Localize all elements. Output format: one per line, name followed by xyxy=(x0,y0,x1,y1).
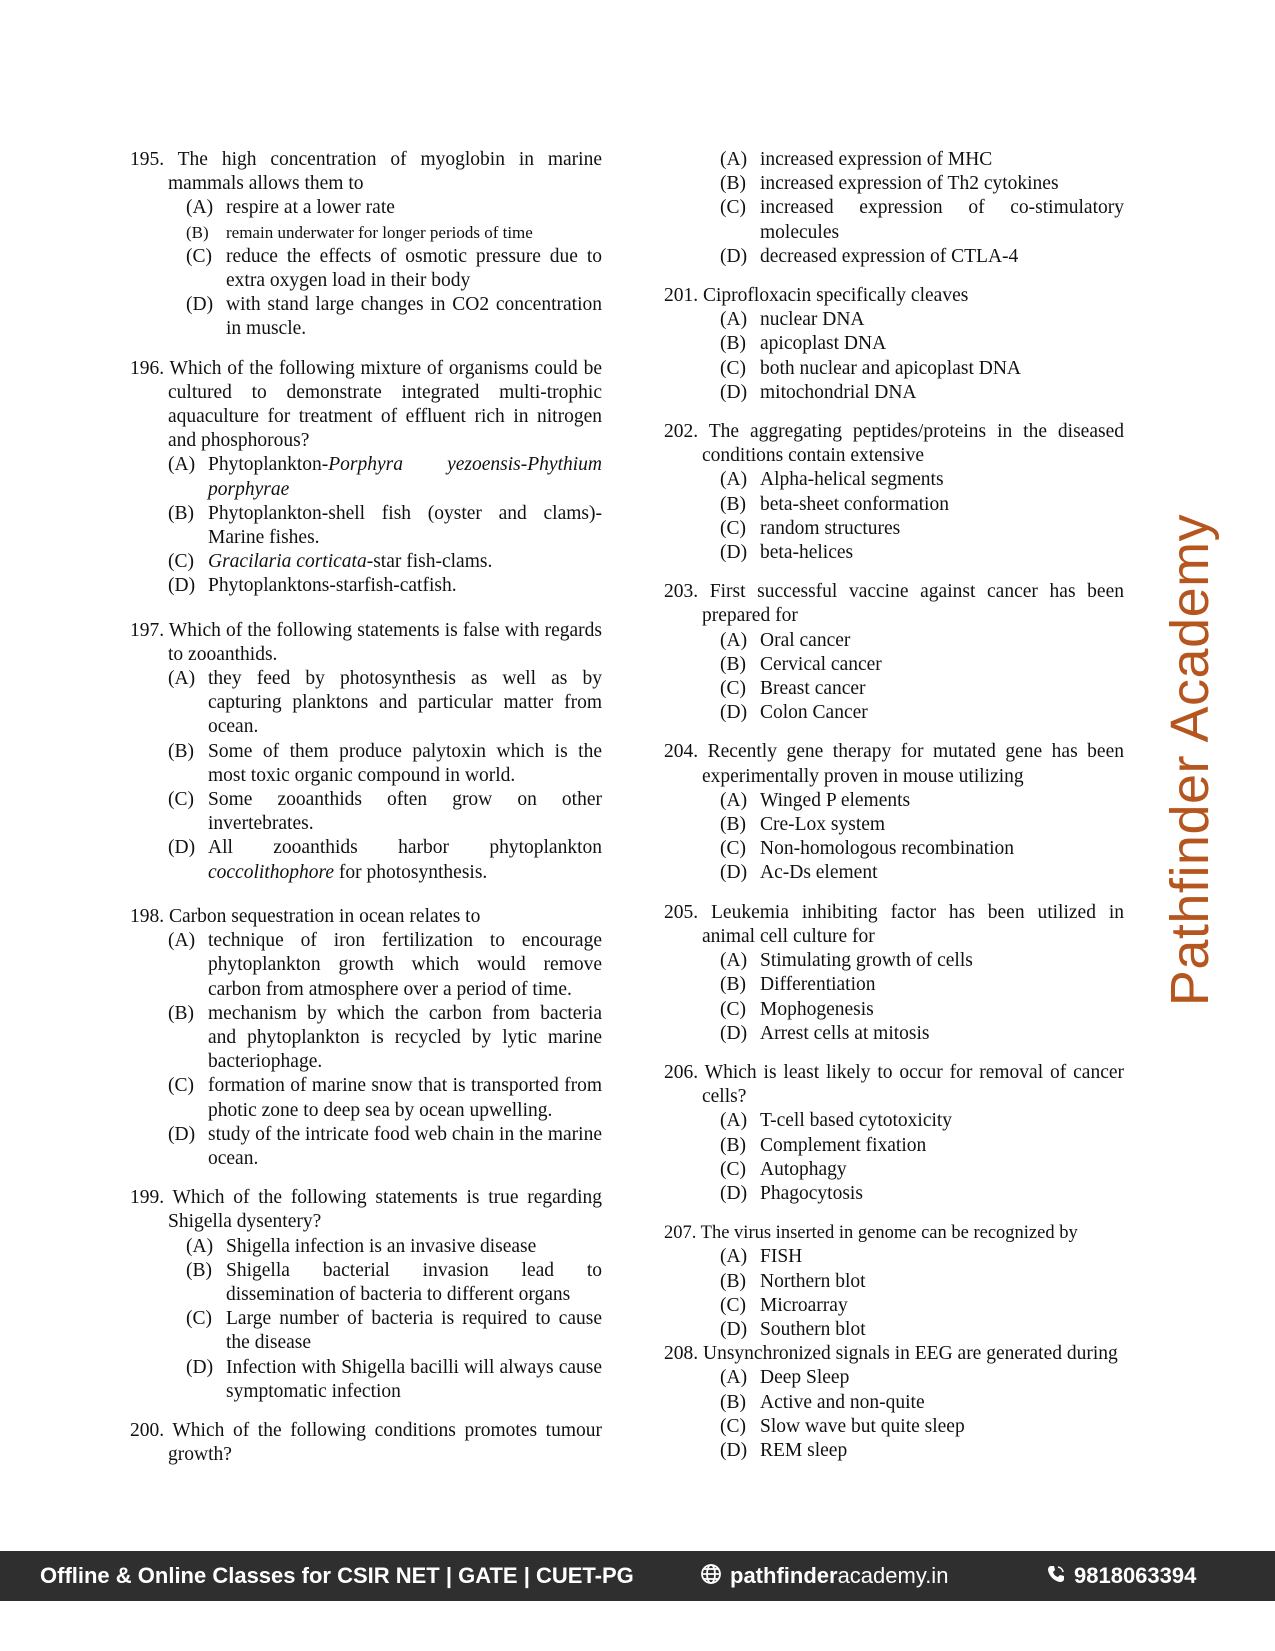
left-column xyxy=(130,148,602,1482)
option-a: (A) increased expression of MHC xyxy=(720,149,993,170)
question-stem: 207. The virus inserted in genome can be recognized by xyxy=(664,1223,1078,1244)
option-a: (A) Oral cancer xyxy=(720,629,851,651)
option-a: (A) technique of iron fertilization to encourage phytoplankton growth which would remove carbon from atmosphere over a period of time. xyxy=(168,930,602,1000)
option-b: (B) Active and non-quite xyxy=(720,1391,925,1413)
option-c: (C) Breast cancer xyxy=(720,678,866,700)
option-a: (A) Deep Sleep xyxy=(720,1367,850,1389)
option-d: (D) Southern blot xyxy=(720,1318,866,1340)
option-b: (B) beta-sheet conformation xyxy=(720,493,949,515)
option-a: (A) FISH xyxy=(720,1246,803,1268)
option-d: (D) Arrest cells at mitosis xyxy=(720,1022,930,1044)
option-d: (D) beta-helices xyxy=(720,542,854,564)
phone-icon xyxy=(1046,1564,1066,1590)
option-a: (A) Shigella infection is an invasive disease xyxy=(186,1235,537,1257)
option-a: (A) they feed by photosynthesis as well as by capturing planktons and particular matter from ocean. xyxy=(168,668,602,738)
option-d: (D) All zooanthids harbor phytoplankton coccolithophore for photosynthesis. xyxy=(168,837,602,883)
question-201 xyxy=(664,284,1124,405)
option-a: (A) Stimulating growth of cells xyxy=(720,950,973,972)
option-b: (B) Shigella bacterial invasion lead to dissemination of bacteria to different organs xyxy=(186,1259,602,1305)
question-stem: 204. Recently gene therapy for mutated gene has been experimentally proven in mouse utilizing xyxy=(664,741,1124,787)
option-a: (A) Winged P elements xyxy=(720,789,911,811)
question-204 xyxy=(664,740,1124,885)
question-206 xyxy=(664,1061,1124,1206)
footer-classes: Offline & Online Classes for CSIR NET | GATE | CUET-PG xyxy=(40,1563,634,1588)
option-b: (B) increased expression of Th2 cytokines xyxy=(720,173,1059,195)
option-b: (B) Differentiation xyxy=(720,974,876,996)
option-c: (C) formation of marine snow that is transported from photic zone to deep sea by ocean upwelling. xyxy=(168,1075,602,1121)
question-stem: 196. Which of the following mixture of organisms could be cultured to demonstrate integrated multi-trophic aquaculture for treatment of effluent rich in nitrogen and phosphorous? xyxy=(130,357,602,452)
option-d: (D) Phytoplanktons-starfish-catfish. xyxy=(168,575,457,597)
option-d: (D) REM sleep xyxy=(720,1439,848,1461)
globe-icon xyxy=(700,1563,722,1591)
brand-watermark: Pathfinder Academy xyxy=(1160,513,1220,1007)
question-stem: 195. The high concentration of myoglobin in marine mammals allows them to xyxy=(130,149,602,195)
option-d: (D) Infection with Shigella bacilli will always cause symptomatic infection xyxy=(186,1356,602,1402)
question-200-options xyxy=(664,148,1124,269)
question-202 xyxy=(664,420,1124,565)
option-d: (D) with stand large changes in CO2 concentration in muscle. xyxy=(186,294,602,340)
option-c: (C) Microarray xyxy=(720,1294,848,1316)
option-c: (C) reduce the effects of osmotic pressure due to extra oxygen load in their body xyxy=(186,245,602,292)
question-stem: 200. Which of the following conditions promotes tumour growth? xyxy=(130,1419,602,1466)
option-c: (C) random structures xyxy=(720,517,901,539)
option-c: (C) increased expression of co-stimulatory molecules xyxy=(720,197,1124,243)
option-b: (B) mechanism by which the carbon from bacteria and phytoplankton is recycled by lytic marine bacteriophage. xyxy=(168,1002,602,1073)
option-b: (B) apicoplast DNA xyxy=(720,333,887,355)
option-a: (A) respire at a lower rate xyxy=(186,197,395,219)
option-c: (C) Large number of bacteria is required to cause the disease xyxy=(186,1308,602,1354)
question-stem: 198. Carbon sequestration in ocean relates to xyxy=(130,905,481,927)
question-205 xyxy=(664,901,1124,1046)
question-198 xyxy=(130,905,602,1171)
question-203 xyxy=(664,580,1124,725)
option-d: (D) decreased expression of CTLA-4 xyxy=(720,245,1019,267)
option-b: (B) Cre-Lox system xyxy=(720,814,886,836)
option-b: (B) Phytoplankton-shell fish (oyster and clams)-Marine fishes. xyxy=(168,502,602,549)
question-stem: 201. Ciprofloxacin specifically cleaves xyxy=(664,285,969,307)
question-197 xyxy=(130,619,602,885)
question-200 xyxy=(130,1419,602,1467)
question-195 xyxy=(130,148,602,342)
option-d: (D) Colon Cancer xyxy=(720,702,868,724)
footer-bar xyxy=(0,1551,1275,1601)
option-d: (D) mitochondrial DNA xyxy=(720,381,917,403)
question-stem: 205. Leukemia inhibiting factor has been utilized in animal cell culture for xyxy=(664,901,1124,947)
option-c: (C) Slow wave but quite sleep xyxy=(720,1415,965,1437)
option-a: (A) T-cell based cytotoxicity xyxy=(720,1110,953,1132)
option-c: (C) both nuclear and apicoplast DNA xyxy=(720,357,1022,379)
right-column xyxy=(664,148,1124,1478)
option-a: (A) Alpha-helical segments xyxy=(720,469,944,491)
option-c: (C) Autophagy xyxy=(720,1158,847,1180)
question-196 xyxy=(130,357,602,599)
question-stem: 208. Unsynchronized signals in EEG are generated during xyxy=(664,1343,1118,1365)
option-a: (A) Phytoplankton-Porphyra yezoensis-Phythium porphyrae xyxy=(168,454,602,500)
question-stem: 199. Which of the following statements is true regarding Shigella dysentery? xyxy=(130,1187,602,1233)
footer-phone[interactable]: 9818063394 xyxy=(1046,1563,1196,1590)
option-c: (C) Mophogenesis xyxy=(720,998,874,1020)
option-d: (D) study of the intricate food web chain in the marine ocean. xyxy=(168,1123,602,1169)
option-c: (C) Some zooanthids often grow on other invertebrates. xyxy=(168,789,602,835)
footer-website[interactable]: pathfinderacademy.in xyxy=(700,1563,948,1591)
option-b: (B) remain underwater for longer periods of time xyxy=(186,222,533,242)
question-199 xyxy=(130,1186,602,1404)
question-stem: 206. Which is least likely to occur for removal of cancer cells? xyxy=(664,1061,1124,1108)
option-d: (D) Ac-Ds element xyxy=(720,862,878,884)
option-c: (C) Non-homologous recombination xyxy=(720,838,1015,860)
option-b: (B) Complement fixation xyxy=(720,1134,927,1156)
question-stem: 197. Which of the following statements is false with regards to zooanthids. xyxy=(130,619,602,665)
option-c: (C) Gracilaria corticata-star fish-clams. xyxy=(168,551,493,573)
question-207 xyxy=(664,1221,1124,1342)
question-208 xyxy=(664,1342,1124,1463)
option-b: (B) Some of them produce palytoxin which is the most toxic organic compound in world. xyxy=(168,740,602,786)
option-b: (B) Cervical cancer xyxy=(720,653,882,675)
question-stem: 202. The aggregating peptides/proteins in the diseased conditions contain extensive xyxy=(664,421,1124,467)
question-stem: 203. First successful vaccine against cancer has been prepared for xyxy=(664,581,1124,627)
option-a: (A) nuclear DNA xyxy=(720,309,865,331)
option-d: (D) Phagocytosis xyxy=(720,1182,863,1204)
option-b: (B) Northern blot xyxy=(720,1270,866,1292)
